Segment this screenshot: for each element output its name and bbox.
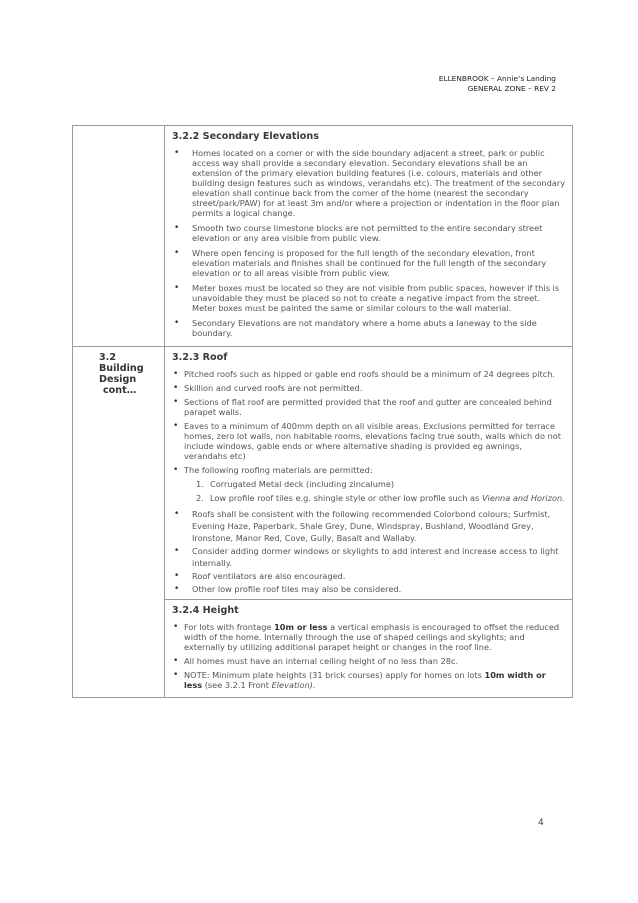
header-line-2: GENERAL ZONE – REV 2 (467, 84, 556, 93)
list-item: • Sections of flat roof are permitted provided that the roof and gutter are concealed behind parapet walls. (173, 397, 552, 417)
bullet-icon: • (174, 223, 180, 233)
section-title-line: Building (99, 363, 144, 374)
document-header (439, 74, 556, 94)
list-item: • Where open fencing is proposed for the full length of the secondary elevation, front elevation materials and finishes shall be continued for the full length of the secondary elevation or to all areas visible from public view. (174, 248, 547, 278)
roofing-materials-list (172, 479, 566, 503)
section-number: 3.2 (99, 352, 116, 363)
table-row (73, 347, 573, 600)
section-label-cell (73, 347, 165, 698)
list-item: • The following roofing materials are permitted: (173, 465, 373, 475)
list-item: • Roofs shall be consistent with the following recommended Colorbond colours; Surfmist, Evening Haze, Paperbark, Shale Grey, Dune, Windspray, Bushland, Woodland Grey, Ironstone, Manor Red, Cove, Gully, Basalt and Wallaby. (174, 509, 551, 543)
bullet-icon: • (173, 670, 179, 680)
bullet-icon: • (174, 546, 180, 556)
bullet-icon: • (173, 465, 179, 475)
list-item: 1. Corrugated Metal deck (including zincalume) (196, 479, 395, 489)
bullet-icon: • (173, 622, 179, 632)
bullet-icon: • (174, 148, 180, 158)
list-item: • Pitched roofs such as hipped or gable end roofs should be a minimum of 24 degrees pitch. (173, 369, 556, 379)
section-title-line: cont… (103, 385, 137, 396)
bullet-icon: • (173, 397, 179, 407)
bullet-icon: • (173, 656, 179, 666)
bullet-icon: • (173, 369, 179, 379)
height-cell (165, 600, 573, 698)
bullet-icon: • (173, 383, 179, 393)
bullet-icon: • (174, 318, 180, 328)
bullet-icon: • (174, 509, 180, 519)
list-item: • Skillion and curved roofs are not permitted. (173, 383, 363, 393)
section-heading: 3.2.4 Height (172, 605, 239, 616)
list-item: 2. Low profile roof tiles e.g. shingle style or other low profile such as Vienna and Horizon. (196, 493, 565, 503)
list-item: • All homes must have an internal ceiling height of no less than 28c. (173, 656, 459, 666)
roof-cell (165, 347, 573, 600)
list-item: • Other low profile roof tiles may also be considered. (174, 584, 402, 594)
bullet-icon: • (174, 283, 180, 293)
page-number: 4 (538, 818, 544, 828)
header-line-1: ELLENBROOK – Annie’s Landing (438, 74, 556, 83)
list-item: • Meter boxes must be located so they are not visible from public spaces, however if this is unavoidable they must be placed so not to create a negative impact from the street. Meter boxes must be painted the same or similar colours to the wall material. (174, 283, 560, 313)
secondary-elevations-cell (165, 126, 573, 347)
section-title-line: Design (99, 374, 137, 385)
bullet-icon: • (174, 571, 180, 581)
list-item: • Consider adding dormer windows or skylights to add interest and increase access to light internally. (174, 546, 559, 568)
table-row (73, 126, 573, 347)
list-item: • Secondary Elevations are not mandatory where a home abuts a laneway to the side boundary. (174, 318, 537, 338)
list-item: • Roof ventilators are also encouraged. (174, 571, 346, 581)
bullet-icon: • (173, 421, 179, 431)
list-item: • For lots with frontage 10m or less a vertical emphasis is encouraged to offset the reduced width of the home. Internally through the use of shaped ceilings and skylights; and externally by utilizing additional parapet height or changes in the roof line. (173, 622, 560, 652)
section-heading: 3.2.2 Secondary Elevations (172, 131, 319, 142)
design-guidelines-table (72, 125, 573, 698)
list-item: • Eaves to a minimum of 400mm depth on all visible areas. Exclusions permitted for terrace homes, zero lot walls, non habitable rooms, elevations facing true south, walls which do not include windows, gable ends or where alternative shading is provided eg awnings, verandahs etc) (173, 421, 562, 461)
bullet-icon: • (174, 248, 180, 258)
list-item: • NOTE: Minimum plate heights (31 brick courses) apply for homes on lots 10m width or less (see 3.2.1 Front Elevation). (173, 670, 546, 690)
section-label-cell (73, 126, 165, 347)
list-item: • Homes located on a corner or with the side boundary adjacent a street, park or public access way shall provide a secondary elevation. Secondary elevations shall be an extension of the primary elevation building features (i.e. colours, materials and other building design features such as windows, verandahs etc). The treatment of the secondary elevation shall continue back from the corner of the home (nearest the secondary street/park/PAW) for at least 3m and/or where a projection or indentation in the floor plan permits a logical change. (174, 148, 566, 218)
section-heading: 3.2.3 Roof (172, 352, 228, 363)
list-item: • Smooth two course limestone blocks are not permitted to the entire secondary street elevation or any area visible from public view. (174, 223, 543, 243)
bullet-icon: • (174, 584, 180, 594)
